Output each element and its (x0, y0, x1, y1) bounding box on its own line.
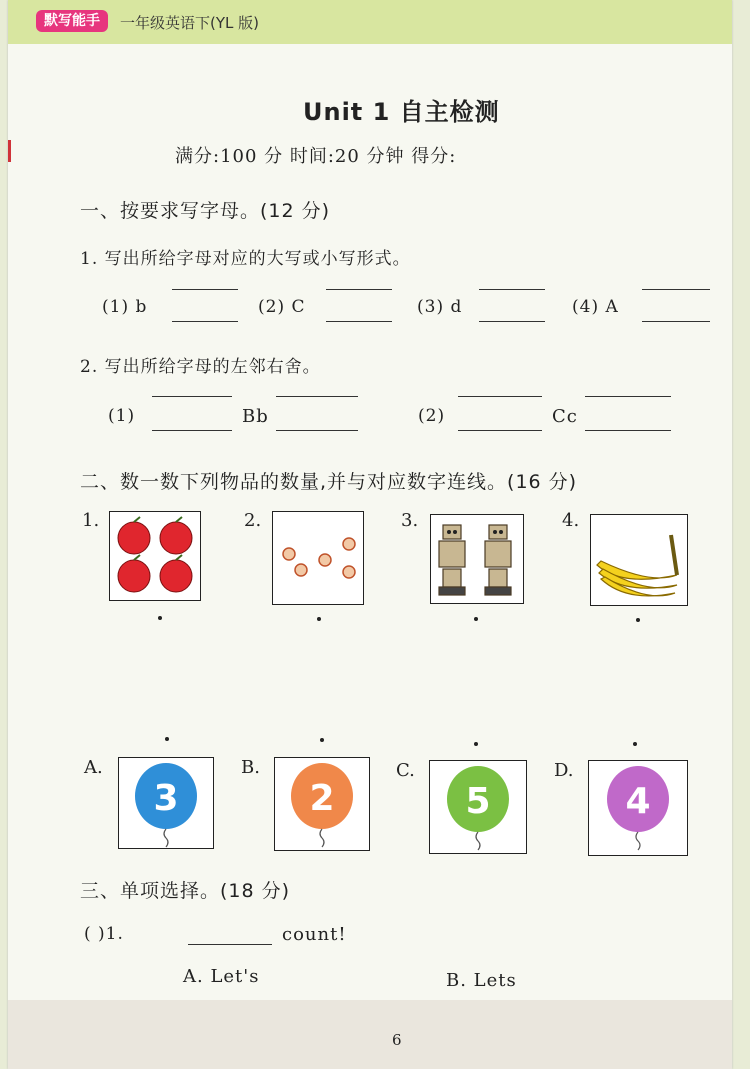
answer-line[interactable] (326, 321, 392, 322)
balloon-4-card (588, 760, 688, 856)
answer-line[interactable] (479, 289, 545, 290)
balloon-number: 5 (465, 781, 491, 822)
q1-item-3: (3) d (417, 297, 463, 317)
balloon-number: 3 (153, 778, 179, 819)
answer-blank[interactable] (188, 944, 272, 945)
balloon-5-card (429, 760, 527, 854)
apple-icon (110, 512, 200, 600)
q1-sentence-end: count! (282, 924, 347, 945)
picture-balls (272, 511, 364, 605)
balloon-number: 2 (309, 778, 335, 819)
answer-line[interactable] (172, 289, 238, 290)
margin-mark (8, 140, 11, 162)
option-a[interactable]: A. Let's (183, 966, 260, 987)
option-b[interactable]: B. Lets (446, 970, 517, 991)
answer-line[interactable] (172, 321, 238, 322)
connect-dot[interactable] (320, 738, 324, 742)
answer-line[interactable] (585, 430, 671, 431)
picture-apples (109, 511, 201, 601)
balloon-b-label: B. (241, 757, 260, 778)
page-title: Unit 1 自主检测 (303, 98, 500, 126)
section1-q1: 1. 写出所给字母对应的大写或小写形式。 (80, 249, 411, 269)
connect-dot[interactable] (474, 617, 478, 621)
balloon-icon (275, 758, 369, 850)
connect-dot[interactable] (317, 617, 321, 621)
picture-1-label: 1. (82, 510, 100, 531)
answer-line[interactable] (642, 289, 710, 290)
balloon-3-card (118, 757, 214, 849)
q2-item-1-label: (1) (108, 406, 136, 426)
q2-item-2-letter: Cc (552, 406, 578, 427)
answer-line[interactable] (152, 430, 232, 431)
picture-bananas (590, 514, 688, 606)
connect-dot[interactable] (165, 737, 169, 741)
answer-line[interactable] (479, 321, 545, 322)
worksheet-page (8, 0, 732, 1069)
footer-bar (8, 1000, 732, 1069)
picture-3-label: 3. (401, 510, 419, 531)
balloon-2-card (274, 757, 370, 851)
section1-q2: 2. 写出所给字母的左邻右舍。 (80, 357, 321, 377)
picture-2-label: 2. (244, 510, 262, 531)
balloon-d-label: D. (554, 760, 574, 781)
section1-title: 一、按要求写字母。(12 分) (80, 200, 331, 222)
balloon-icon (119, 758, 213, 848)
answer-line[interactable] (642, 321, 710, 322)
connect-dot[interactable] (633, 742, 637, 746)
answer-line[interactable] (585, 396, 671, 397)
q2-item-2-label: (2) (418, 406, 446, 426)
balloon-c-label: C. (396, 760, 415, 781)
balloon-a-label: A. (84, 757, 103, 778)
answer-line[interactable] (152, 396, 232, 397)
section2-title: 二、数一数下列物品的数量,并与对应数字连线。(16 分) (80, 471, 578, 493)
picture-4-label: 4. (562, 510, 580, 531)
answer-line[interactable] (458, 430, 542, 431)
robot-icon (431, 515, 523, 603)
ball-icon (273, 512, 363, 604)
balloon-icon (430, 761, 526, 853)
answer-line[interactable] (276, 430, 358, 431)
answer-line[interactable] (458, 396, 542, 397)
header-bar (8, 0, 732, 44)
q1-item-1: (1) b (102, 297, 148, 317)
q1-answer-paren: ( )1. (84, 924, 124, 944)
answer-line[interactable] (326, 289, 392, 290)
answer-line[interactable] (276, 396, 358, 397)
picture-robots (430, 514, 524, 604)
connect-dot[interactable] (158, 616, 162, 620)
q1-item-2: (2) C (258, 297, 306, 317)
balloon-icon (589, 761, 687, 855)
q1-item-4: (4) A (572, 297, 619, 317)
connect-dot[interactable] (474, 742, 478, 746)
page-number: 6 (392, 1031, 403, 1049)
connect-dot[interactable] (636, 618, 640, 622)
q2-item-1-letter: Bb (242, 406, 269, 427)
brand-logo: 默写能手 (36, 10, 108, 32)
section3-title: 三、单项选择。(18 分) (80, 880, 291, 902)
book-title: 一年级英语下(YL 版) (120, 14, 259, 32)
balloon-number: 4 (625, 781, 651, 822)
banana-icon (591, 515, 687, 605)
score-line: 满分:100 分 时间:20 分钟 得分: (175, 146, 457, 167)
